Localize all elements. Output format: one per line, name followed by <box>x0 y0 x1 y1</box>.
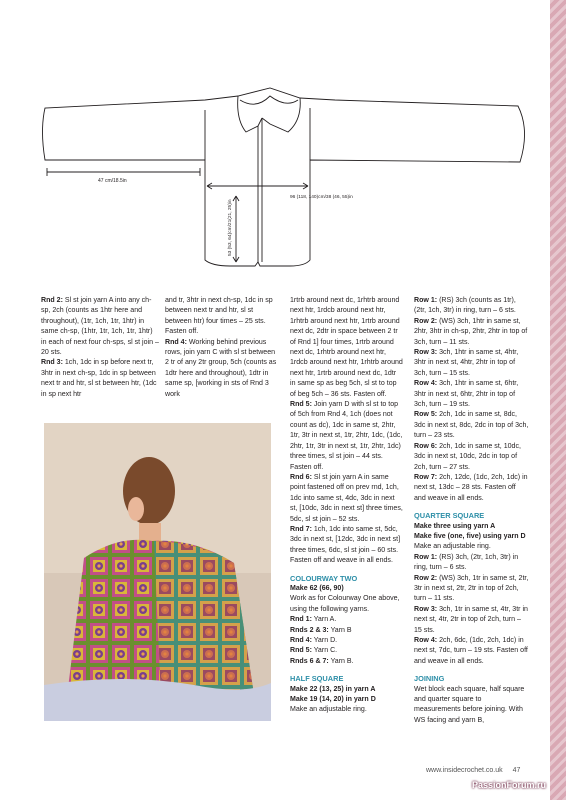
instruction-paragraph <box>290 636 403 646</box>
instruction-text: (RS) 3ch, (2tr, 1ch, 3tr) in ring, turn – 6 sts. <box>414 553 519 572</box>
width-label: 47 cm/18.5in <box>98 178 127 184</box>
instruction-label: Make three using yarn A <box>414 522 496 530</box>
instruction-paragraph <box>290 584 403 594</box>
instruction-label: Rnd 4: <box>165 338 187 346</box>
instruction-paragraph <box>290 626 403 636</box>
instruction-text: Work as for Colourway One above, using the following yarns. <box>290 595 400 613</box>
instruction-text: Working behind previous rows, join yarn C with sl st between 2 tr of any 2tr group, 5ch (counts as 1dtr here and throughout), 1dtr in same sp, [working in sts of Rnd 3 work <box>165 338 277 398</box>
garment-schematic <box>0 0 540 290</box>
instruction-label: Row 2: <box>414 317 438 325</box>
instruction-text: 3ch, 1htr in same st, 4htr, 3htr in next st, 4htr, 2htr in top of 3ch, turn – 15 sts. <box>414 349 519 377</box>
instruction-label: Rnds 2 & 3: <box>290 626 329 634</box>
instruction-paragraph <box>290 400 403 473</box>
instruction-label: Row 5: <box>414 411 438 419</box>
instruction-paragraph <box>414 317 529 348</box>
length-label: 53 (53, 64)cm/21(21, 25)in <box>228 199 233 256</box>
instruction-paragraph <box>290 646 403 656</box>
instruction-label: Rnd 3: <box>41 359 63 367</box>
instruction-label: Rnd 1: <box>290 616 312 624</box>
instruction-paragraph <box>165 338 278 400</box>
instruction-label: Row 2: <box>414 574 438 582</box>
page-footer <box>426 767 520 774</box>
instruction-label: Rnd 6: <box>290 473 312 481</box>
instruction-paragraph <box>414 522 529 532</box>
instruction-label: Make 62 (66, 90) <box>290 584 344 592</box>
instruction-text: 3ch, 1tr in same st, 4tr, 3tr in next st, 4tr, 2tr in top of 2ch, turn – 15 sts. <box>414 605 528 634</box>
instruction-label: Rnd 4: <box>290 637 312 644</box>
instruction-text: 1ch, 1dc in sp before next tr, 3htr in next ch-sp, 1dc in sp between next tr and htr, sl st between htr, (1dc in sp next htr <box>41 359 157 398</box>
instruction-text: 2ch, 1dc in same st, 10dc, 3dc in next st, 10dc, 2dc in top of 2ch, turn – 27 sts. <box>414 442 521 471</box>
instruction-text: and tr, 3htr in next ch-sp, 1dc in sp between next tr and htr, sl st between htr) four times – 25 sts. Fasten off. <box>165 297 273 336</box>
instruction-paragraph <box>414 605 529 636</box>
instruction-label: Row 3: <box>414 349 438 357</box>
instruction-text: Sl st join yarn A in same point fastened off on prev rnd, 1ch, 1dc into same st, 4dc, 3dc in next st, [10dc, 3dc in next st] three times, 5dc, sl st join – 52 sts. <box>290 473 403 523</box>
instruction-paragraph <box>290 594 403 615</box>
instruction-text: 3ch, 1htr in same st, 6htr, 3htr in next st, 6htr, 2htr in top of 3ch, turn – 19 sts. <box>414 380 519 409</box>
instruction-text: 2ch, 6dc, (1dc, 2ch, 1dc) in next st, 7dc, turn – 19 sts. Fasten off and weave in all ends. <box>414 637 528 665</box>
instruction-text: Make an adjustable ring. <box>414 543 491 551</box>
instruction-text: Yarn D. <box>311 637 338 644</box>
instruction-paragraph <box>290 705 403 715</box>
instruction-text: Yarn A. <box>311 616 337 624</box>
page-number: 47 <box>512 767 521 774</box>
instruction-label: Make 22 (13, 25) in yarn A <box>290 685 376 693</box>
instruction-text: (RS) 3ch (counts as 1tr), (2tr, 1ch, 3tr) in ring, turn – 6 sts. <box>414 297 516 315</box>
instruction-label: Rnd 7: <box>290 525 312 533</box>
instruction-label: Row 3: <box>414 605 438 613</box>
instruction-paragraph <box>290 296 403 400</box>
bust-label: 96 (118, 140)cm/38 (46, 55)in <box>290 195 353 200</box>
instruction-paragraph <box>290 695 403 705</box>
instruction-column-4 <box>414 296 529 726</box>
instruction-label: Row 4: <box>414 637 438 644</box>
instruction-text: Make an adjustable ring. <box>290 706 367 714</box>
instruction-paragraph <box>414 685 529 727</box>
page-edge-decoration <box>550 0 566 800</box>
instruction-text: (WS) 3ch, 1htr in same st, 2htr, 3htr in ch-sp, 2htr, 2htr in top of 3ch, turn – 11 sts. <box>414 317 528 346</box>
instruction-text: Yarn B <box>328 626 352 634</box>
section-heading: QUARTER SQUARE <box>414 511 485 521</box>
instruction-paragraph <box>414 348 529 379</box>
instruction-text: 2ch, 12dc, (1dc, 2ch, 1dc) in next st, 13dc – 28 sts. Fasten off and weave in all ends. <box>414 473 528 502</box>
instruction-paragraph <box>414 553 529 574</box>
instruction-label: Row 6: <box>414 442 438 450</box>
section-heading: JOINING <box>414 674 445 684</box>
instruction-paragraph <box>290 525 403 567</box>
model-photo <box>44 423 271 721</box>
instruction-paragraph <box>290 657 403 667</box>
instruction-paragraph <box>41 296 159 358</box>
instruction-label: Rnd 2: <box>41 297 63 304</box>
instruction-text: Join yarn D with sl st to top of 5ch from Rnd 4, 1ch (does not count as dc), 1dc in same st, 2htr, 1tr, 3tr in next st, 1tr, 2htr, 1dc, (1dc, 2htr, 1tr, 3tr in next st, 1tr, 2htr, 1dc) three times, sl st join – 44 sts. Fasten off. <box>290 401 403 471</box>
instruction-paragraph <box>414 574 529 605</box>
instruction-label: Row 1: <box>414 297 438 304</box>
instruction-paragraph <box>414 636 529 667</box>
instruction-label: Row 7: <box>414 473 438 481</box>
instruction-paragraph <box>290 615 403 625</box>
section-heading: COLOURWAY TWO <box>290 573 358 583</box>
instruction-text: Wet block each square, half square and quarter square to measurements before joining. With WS facing and yarn B, <box>414 685 525 724</box>
instruction-paragraph <box>165 296 278 338</box>
instruction-label: Row 1: <box>414 553 438 561</box>
instruction-paragraph <box>41 358 159 400</box>
instruction-paragraph <box>414 532 529 542</box>
instruction-column-2 <box>165 296 278 400</box>
instruction-text: Sl st join yarn A into any ch-sp, 2ch (counts as 1htr here and throughout), (1tr, 1ch, 1tr, 1htr) in same ch-sp, (1htr, 1tr, 1ch, 1tr, 1htr) in each of next four ch-sps, sl st join – 20 sts. <box>41 297 159 357</box>
instruction-column-1 <box>41 296 159 400</box>
instruction-text: Yarn B. <box>328 657 354 665</box>
instruction-label: Rnd 5: <box>290 647 312 655</box>
watermark: PassionForum.ru <box>471 780 546 790</box>
instruction-paragraph <box>414 410 529 441</box>
website-url: www.insidecrochet.co.uk <box>426 767 503 774</box>
instruction-text: 1ch, 1dc into same st, 5dc, 3dc in next st, [12dc, 3dc in next st] three times, 6dc, sl st join – 60 sts. Fasten off and weave in all ends. <box>290 525 401 565</box>
instruction-text: (WS) 3ch, 1tr in same st, 2tr, 3tr in next st, 2tr, 2tr in top of 2ch, turn – 11 sts. <box>414 574 529 603</box>
instruction-column-3 <box>290 296 403 716</box>
section-heading: HALF SQUARE <box>290 674 344 684</box>
instruction-label: Rnd 5: <box>290 401 312 409</box>
instruction-paragraph <box>414 442 529 473</box>
instruction-paragraph <box>414 473 529 504</box>
instruction-label: Make 19 (14, 20) in yarn D <box>290 696 376 704</box>
instruction-paragraph <box>414 542 529 552</box>
instruction-label: Make five (one, five) using yarn D <box>414 532 526 540</box>
instruction-text: 2ch, 1dc in same st, 8dc, 3dc in next st, 8dc, 2dc in top of 3ch, turn – 23 sts. <box>414 411 529 440</box>
instruction-paragraph <box>414 296 529 317</box>
instruction-text: Yarn C. <box>311 647 338 655</box>
instruction-paragraph <box>290 685 403 695</box>
instruction-label: Rnds 6 & 7: <box>290 657 329 665</box>
instruction-paragraph <box>414 379 529 410</box>
instruction-text: 1rtrb around next dc, 1rhtrb around next htr, 1rdcb around next htr, 1rhtrb around next htr, 1rtrb around next dc, 2dtr in space between 2 tr of Rnd 1] four times, 1rtrb around next dc, 1rhtrb around next htr, 1rdcb around next htr, 1rhtrb around next htr, 1rtrb around next dc, 1dtr in same sp as beg 5ch, sl st to top of beg 5ch – 36 sts. Fasten off. <box>290 297 403 398</box>
instruction-label: Row 4: <box>414 380 438 388</box>
instruction-paragraph <box>290 473 403 525</box>
